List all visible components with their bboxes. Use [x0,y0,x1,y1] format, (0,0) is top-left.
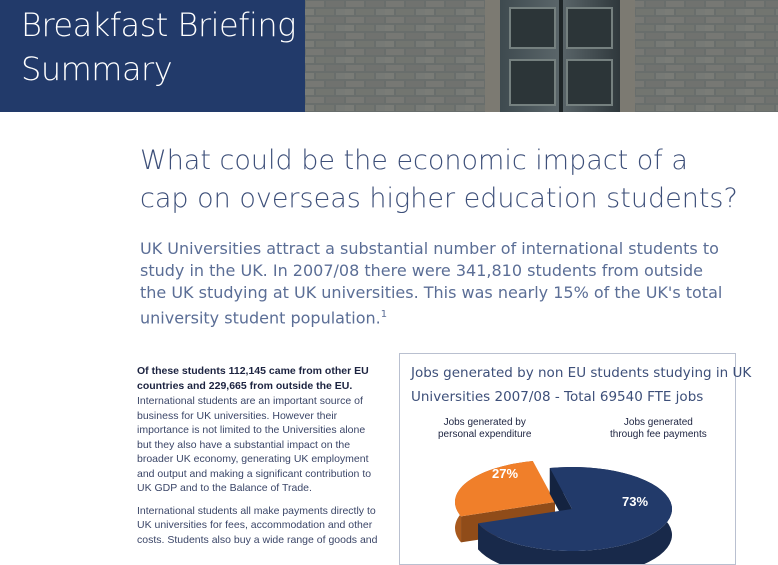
body-line: but they also have a substantial impact on the [137,438,351,451]
slice-label-line: Jobs generated by [443,417,526,428]
body-line: countries and 229,665 from outside the EU. [137,379,353,392]
lead-line-last [140,304,700,329]
slice-label-line: personal expenditure [438,429,532,440]
slice-value-personal-expenditure: 27% [492,466,519,481]
slice-value-fee-payments: 73% [622,494,649,509]
header-banner [0,0,778,112]
body-paragraph-2 [137,504,377,548]
slice-label-line: through fee payments [610,429,707,440]
body-line: UK GDP and to the Balance of Trade. [137,482,312,494]
jobs-pie-chart [399,353,752,565]
slice-label-line: Jobs generated [623,417,693,428]
lead-line: UK Universities attract a substantial number of international students to [140,239,719,258]
body-line: costs. Students also buy a wide range of goods and [137,533,378,546]
title-line-1: Breakfast Briefing [21,6,296,44]
lead-line: study in the UK. In 2007/08 there were 341,810 students from outside [140,261,703,280]
title-block [0,0,305,112]
body-line: UK universities for fees, accommodation and other [137,519,373,531]
lead-line: university student population. [140,308,381,328]
article-headline: What could be the economic impact of a cap on overseas higher education students? [140,145,738,214]
body-line: importance is not limited to the Universities alone [137,424,366,436]
body-line: Of these students 112,145 came from other EU [137,365,369,377]
body-line: business for UK universities. However their [137,409,338,422]
body-line: and output and making a significant contribution to [137,467,372,480]
body-column [137,364,377,555]
header-photo [305,0,778,112]
body-intro-bold [137,364,377,393]
lead-line: the UK studying at UK universities. This was nearly 15% of the UK's total [140,283,723,302]
body-paragraph-1 [137,394,377,496]
body-line: broader UK economy, generating UK employment [137,453,369,465]
pie-graphic [400,354,752,564]
chart-title-line: Universities 2007/08 - Total 69540 FTE jobs [411,389,704,405]
title-line-2: Summary [21,50,173,88]
chart-title-line: Jobs generated by non EU students studying in UK [411,365,752,381]
footnote-marker: 1 [380,309,388,320]
lead-paragraph [140,238,723,329]
body-line: International students all make payments directly to [137,504,376,517]
body-line: International students are an important source of [137,395,363,407]
